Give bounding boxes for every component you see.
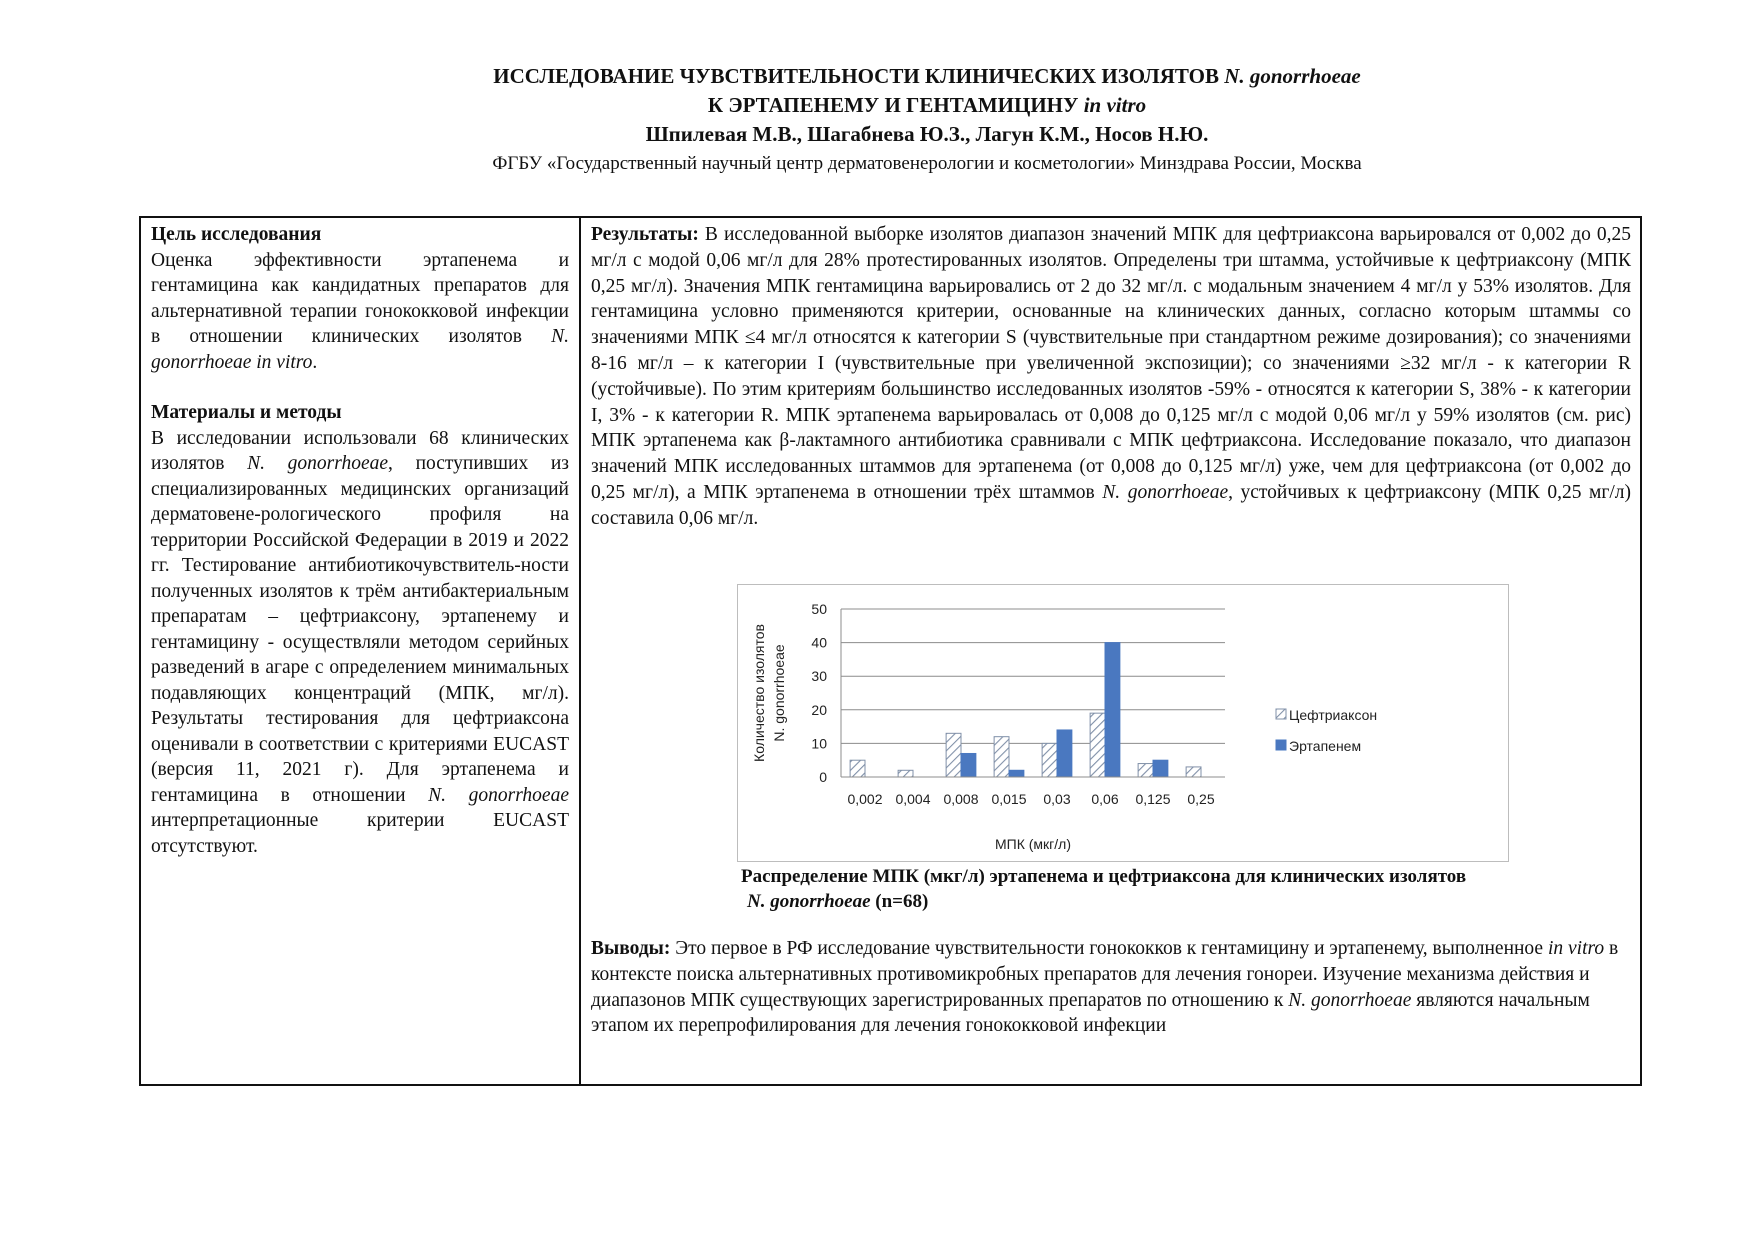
legend-label: Цефтриаксон [1289, 707, 1378, 723]
figure-caption [741, 864, 1621, 914]
bar-ertapenem [1105, 643, 1120, 777]
conclusions-text-2: в контексте поиска альтернативных противомикробных препаратов для лечения гонореи. Изучение механизма действия и диапазонов МПК существующих зарегистрированных препаратов по отношению к [591, 938, 1619, 1011]
legend-label: Эртапенем [1289, 738, 1362, 754]
bar-ceftriaxone [994, 737, 1009, 777]
content-table [139, 216, 1642, 1086]
title-line-2-prefix: К ЭРТАПЕНЕМУ И ГЕНТАМИЦИНУ [707, 93, 1084, 117]
x-tick-label: 0,015 [991, 791, 1027, 807]
results-text-1: В исследованной выборке изолятов диапазон значений МПК для цефтриаксона варьировался от 0,002 до 0,25 мг/л с модой 0,06 мг/л для 28% протестированных изолятов. Определены три штамма, устойчивые к цефтриаксону (МПК 0,25 мг/л). Значения МПК гентамицина варьировались от 2 до 32 мг/л. с модальным значением 4 мг/л у 53% изолятов. Для гентамицина условно применяются критерии, основанные на клинических данных, согласно которым штаммы со значениями МПК ≤4 мг/л относятся к категории S (чувствительные при стандартном режиме дозирования); со значениями 8-16 мг/л – к категории I (чувствительные при увеличенной экспозиции); со значениями ≥32 мг/л - к категории R (устойчивые). По этим критериям большинство исследованных изолятов -59% - относятся к категории S, 38% - к категории I, 3% - к категории R. МПК эртапенема варьировалась от 0,008 до 0,125 мг/л с модой 0,06 мг/л у 59% изолятов (см. рис) МПК эртапенема как β-лактамного антибиотика сравнивали с МПК цефтриаксона. Исследование показало, что диапазон значений МПК исследованных штаммов для эртапенема (от 0,008 до 0,125 мг/л) уже, чем для цефтриаксона (от 0,002 до 0,25 мг/л), а МПК эртапенема в отношении трёх штаммов [591, 224, 1631, 503]
results-text [591, 222, 1631, 532]
bar-ceftriaxone [1090, 713, 1105, 777]
methods-text [151, 426, 569, 860]
y-tick-label: 50 [811, 601, 827, 617]
results-species: N. gonorrhoeae [1102, 481, 1229, 503]
left-column [151, 222, 569, 859]
methods-text-1: В исследовании использовали 68 клинических изолятов [151, 427, 569, 474]
methods-species-1: N. gonorrhoeae [247, 453, 389, 474]
conclusions-text-1: Это первое в РФ исследование чувствительности гонококков к гентамицину и эртапенему, выполненное [670, 938, 1548, 959]
methods-species-2: N. gonorrhoeae [428, 784, 569, 806]
y-axis-title-line-2: N. gonorrhoeae [771, 644, 787, 742]
methods-title: Материалы и методы [151, 402, 342, 423]
caption-line-1: Распределение МПК (мкг/л) эртапенема и цефтриаксона для клинических изолятов [741, 866, 1467, 887]
bar-ceftriaxone [850, 760, 865, 777]
mic-chart [737, 584, 1509, 862]
aim-title: Цель исследования [151, 224, 322, 245]
bar-ceftriaxone [1138, 764, 1153, 777]
x-tick-label: 0,008 [943, 791, 979, 807]
title-line-1 [100, 62, 1754, 91]
caption-line-2 [741, 889, 1621, 914]
conclusions-title: Выводы: [591, 938, 671, 959]
methods-text-3: интерпретационные критерии EUCAST отсутствуют. [151, 810, 569, 857]
right-column [591, 222, 1631, 1037]
conclusions-text-3: являются начальным этапом их перепрофилирования для лечения гонококковой инфекции [591, 989, 1590, 1037]
legend-swatch [1276, 709, 1286, 719]
title-line-2-suffix: in vitro [1083, 93, 1147, 117]
y-tick-label: 40 [811, 634, 827, 651]
conclusions-species: N. gonorrhoeae [1288, 989, 1412, 1011]
affiliation: ФГБУ «Государственный научный центр дерматовенерологии и косметологии» Минздрава России, Москва [492, 153, 1362, 174]
spacer [151, 375, 569, 400]
bar-ertapenem [1009, 770, 1024, 777]
x-tick-label: 0,03 [1043, 791, 1071, 807]
column-divider [579, 218, 581, 1084]
y-tick-label: 30 [811, 668, 827, 685]
conclusions-invitro: in vitro [1547, 938, 1605, 959]
methods-text-2: , поступивших из специализированных медицинских организаций дерматовене-рологического профиля на территории Российской Федерации в 2019 и 2022 гг. Тестирование антибиотикочувствитель-ности полученных изолятов к трём антибактериальным препаратам – цефтриаксону, эртапенему и гентамицину - осуществляли методом серийных разведений в агаре с определением минимальных подавляющих концентраций (МПК, мг/л). Результаты тестирования для цефтриаксона оценивали в соответствии с критериями EUCAST (версия 11, 2021 г). Для эртапенема и гентамицина в отношении [151, 453, 569, 806]
bar-ceftriaxone [1186, 767, 1201, 777]
bar-ertapenem [1153, 760, 1168, 777]
title-prefix: ИССЛЕДОВАНИЕ ЧУВСТВИТЕЛЬНОСТИ КЛИНИЧЕСКИХ ИЗОЛЯТОВ [493, 64, 1225, 88]
bar-ertapenem [961, 753, 976, 777]
header [0, 62, 1754, 179]
results-text-2: , устойчивых к цефтриаксону (МПК 0,25 мг/л) составила 0,06 мг/л. [591, 481, 1631, 529]
x-tick-label: 0,002 [847, 791, 883, 807]
conclusions-text [591, 936, 1631, 1039]
y-axis-title-line-1: Количество изолятов [751, 624, 767, 762]
caption-species: N. gonorrhoeae [747, 891, 871, 912]
x-tick-label: 0,004 [895, 791, 931, 807]
x-axis-title: МПК (мкг/л) [994, 836, 1072, 852]
results-title: Результаты: [591, 224, 699, 245]
x-tick-label: 0,25 [1187, 791, 1215, 807]
y-tick-label: 20 [811, 701, 827, 718]
aim-text-2: . [312, 351, 318, 373]
bar-ceftriaxone [946, 733, 961, 777]
title-species: N. gonorrhoeae [1224, 64, 1361, 88]
title-line-2 [100, 91, 1754, 120]
bar-ertapenem [1057, 730, 1072, 777]
y-tick-label: 10 [811, 735, 827, 752]
x-tick-label: 0,06 [1091, 791, 1119, 807]
legend-swatch [1276, 740, 1286, 750]
aim-text [151, 248, 569, 376]
bar-ceftriaxone [1042, 743, 1057, 777]
x-tick-label: 0,125 [1135, 791, 1171, 807]
mic-chart-svg [738, 585, 1508, 861]
aim-text-1: Оценка эффективности эртапенема и гентамицина как кандидатных препаратов для альтернативной терапии гонококковой инфекции в отношении клинических изолятов [151, 249, 569, 347]
caption-suffix: (n=68) [870, 891, 929, 912]
authors: Шпилевая М.В., Шагабнева Ю.З., Лагун К.М., Носов Н.Ю. [645, 122, 1209, 146]
y-tick-label: 0 [819, 769, 827, 785]
aim-species: N. gonorrhoeae in vitro [151, 326, 569, 373]
bar-ceftriaxone [898, 770, 913, 777]
